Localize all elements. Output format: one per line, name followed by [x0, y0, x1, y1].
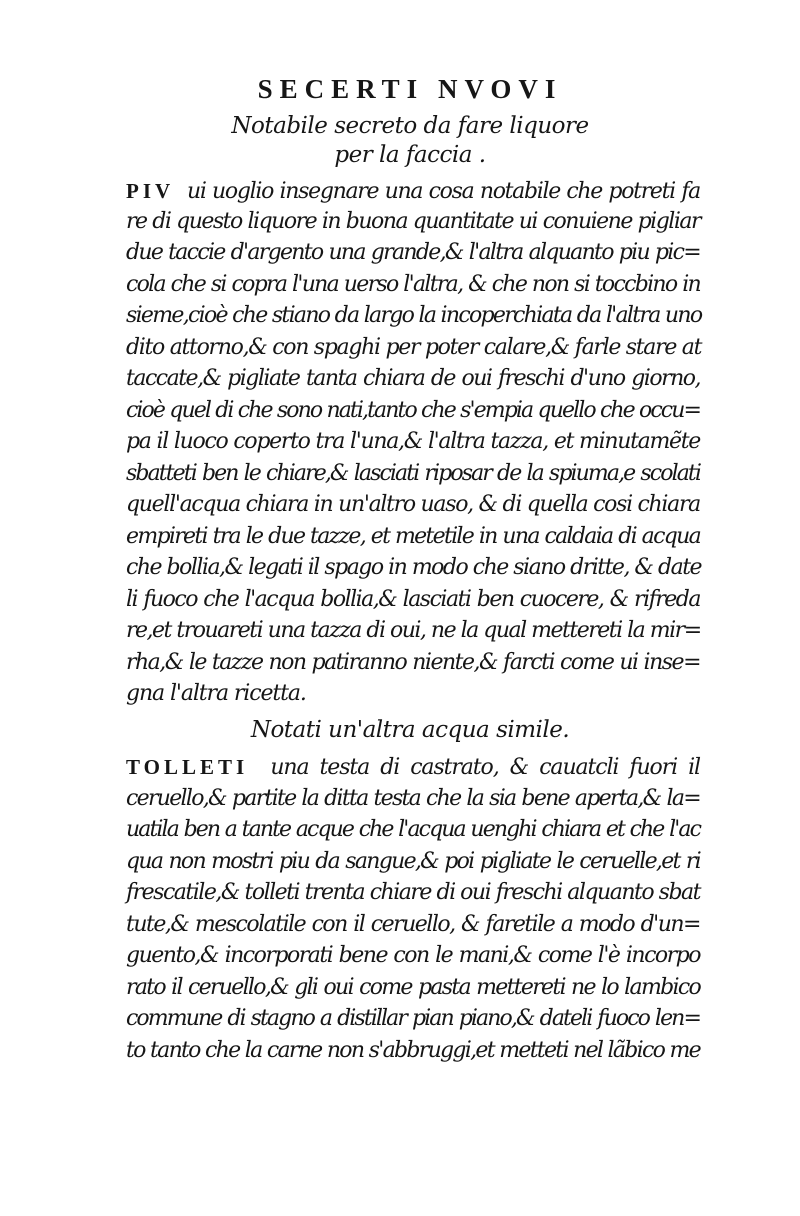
recipe2-line-1-text: una testa di castrato, & cauatcli fuori il [270, 755, 700, 780]
recipe1-line-3: due taccie d'argento una grande,& l'altra alquanto piu pic= [126, 240, 700, 265]
recipe2-line-2: ceruello,& partite la ditta testa che la sia bene aperta,& la= [126, 786, 700, 811]
recipe2-line-7: guento,& incorporati bene con le mani,& come l'è incorpo [126, 943, 700, 968]
recipe2-line-8: rato il ceruello,& gli oui come pasta mettereti ne lo lambico [126, 975, 700, 1000]
recipe1-line-8: cioè quel di che sono nati,tanto che s'empia quello che occu= [126, 398, 700, 423]
recipe2-initial: TOLLETI [126, 755, 249, 779]
recipe1-line-10: sbatteti ben le chiare,& lasciati riposar de la spiuma,e scolati [126, 461, 700, 486]
recipe2-line-10: to tanto che la carne non s'abbruggi,et metteti nel lãbico me [126, 1038, 700, 1063]
recipe2-line-9: commune di stagno a distillar pian piano,& dateli fuoco len= [126, 1006, 700, 1031]
recipe2-line-1 [126, 752, 700, 783]
recipe1-title-line2: per la faccia . [334, 142, 486, 168]
recipe1-line-1 [126, 176, 700, 207]
running-head: SECERTI NVOVI [257, 74, 563, 104]
recipe1-line-12: empireti tra le due tazze, et metetile in una caldaia di acqua [126, 524, 700, 549]
recipe2-line-6: tute,& mescolatile con il ceruello, & faretile a modo d'un= [126, 912, 700, 937]
recipe2-title: Notati un'altra acqua simile. [250, 717, 570, 743]
recipe1-line-7: taccate,& pigliate tanta chiara de oui freschi d'uno giorno, [126, 366, 700, 391]
recipe1-line-6: dito attorno,& con spaghi per poter calare,& farle stare at [126, 335, 702, 360]
recipe1-line-16: rha,& le tazze non patiranno niente,& farcti come ui inse= [126, 650, 700, 675]
recipe1-line-15: re,et trouareti una tazza di oui, ne la qual mettereti la mir= [126, 618, 701, 643]
recipe1-line-4: cola che si copra l'una uerso l'altra, & che non si toccbino in [126, 272, 700, 297]
recipe1-line-13: che bollia,& legati il spago in modo che siano dritte, & date [126, 555, 702, 580]
recipe2-line-5: frescatile,& tolleti trenta chiare di oui freschi alquanto sbat [126, 880, 700, 905]
recipe2-line-3: uatila ben a tante acque che l'acqua uenghi chiara et che l'ac [126, 817, 700, 842]
recipe2-line-4: qua non mostri piu da sangue,& poi pigliate le ceruelle,et ri [126, 849, 700, 874]
recipe1-initial: PIV [126, 179, 175, 203]
recipe1-line-1-text: ui uoglio insegnare una cosa notabile che potreti fa [187, 179, 701, 204]
recipe1-line-2: re di questo liquore in buona quantitate ui conuiene pigliar [126, 209, 700, 234]
recipe1-title-line1: Notabile secreto da fare liquore [231, 113, 589, 139]
recipe1-line-9: pa il luoco coperto tra l'una,& l'altra tazza, et minutamẽte [126, 429, 700, 454]
recipe1-line-11: quell'acqua chiara in un'altro uaso, & di quella cosi chiara [126, 492, 700, 517]
recipe1-line-14: li fuoco che l'acqua bollia,& lasciati ben cuocere, & rifreda [126, 587, 700, 612]
recipe1-line-5: sieme,cioè che stiano da largo la incoperchiata da l'altra uno [126, 303, 702, 328]
recipe1-line-17: gna l'altra ricetta. [126, 681, 306, 706]
